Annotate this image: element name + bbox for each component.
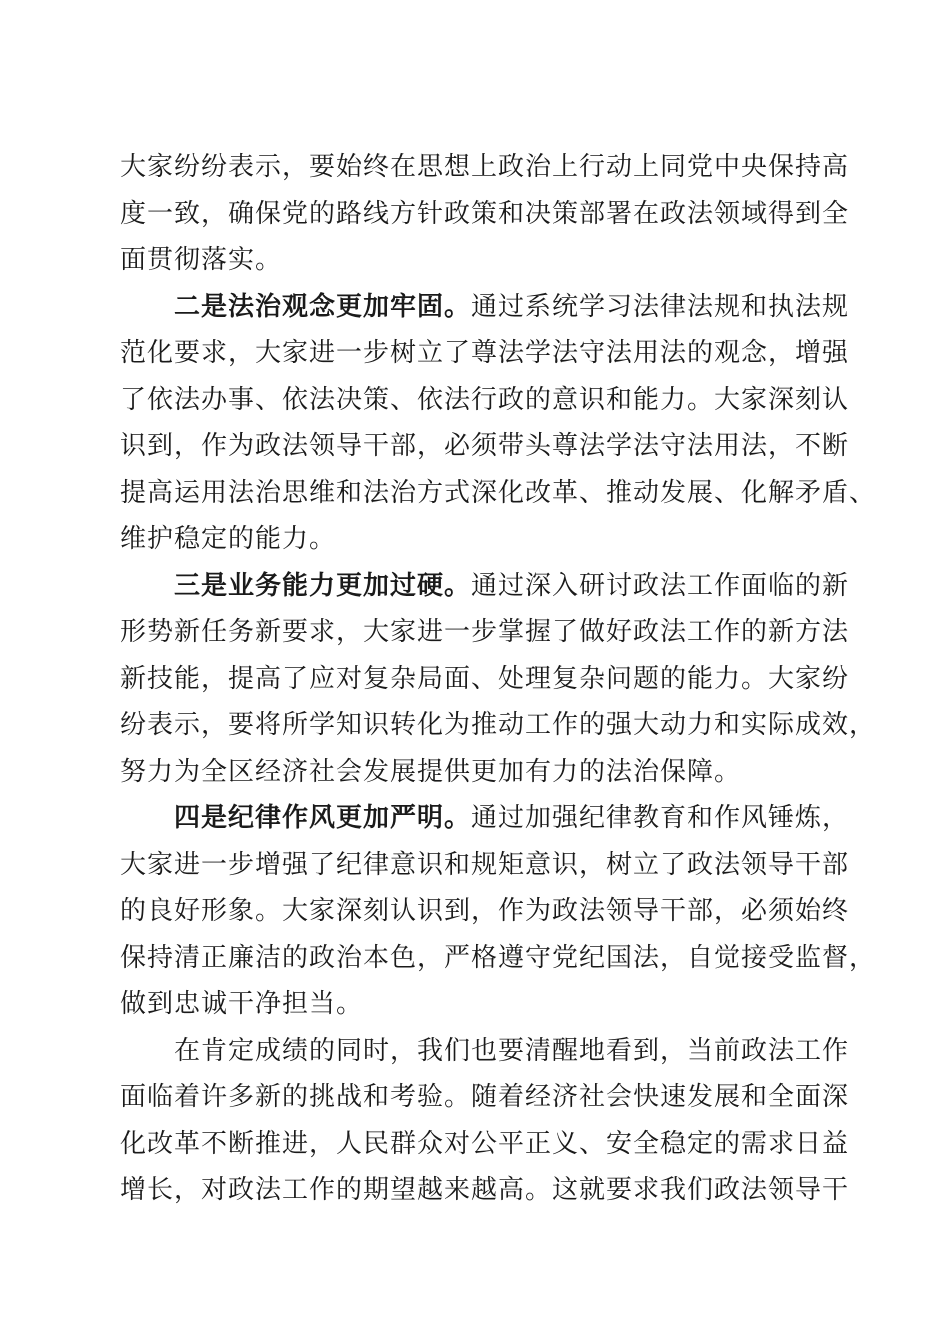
paragraph-4-line-2: 大家进一步增强了纪律意识和规矩意识，树立了政法领导干部	[120, 849, 850, 880]
paragraph-4-line-1-text: 通过加强纪律教育和作风锤炼，	[471, 803, 850, 833]
paragraph-3	[120, 563, 877, 796]
paragraph-3-line-3: 新技能，提高了应对复杂局面、处理复杂问题的能力。大家纷	[120, 663, 850, 694]
paragraph-5-line-2: 面临着许多新的挑战和考验。随着经济社会快速发展和全面深	[120, 1082, 850, 1112]
paragraph-1-line-2: 度一致，确保党的路线方针政策和决策部署在政法领域得到全	[120, 198, 850, 229]
paragraph-4	[120, 795, 877, 1028]
paragraph-1-line-1: 大家纷纷表示，要始终在思想上政治上行动上同党中央保持高	[120, 152, 850, 182]
paragraph-5-line-1	[120, 1028, 850, 1075]
paragraph-2-line-6: 维护稳定的能力。	[120, 524, 337, 554]
paragraph-4-line-5: 做到忠诚干净担当。	[120, 989, 364, 1019]
paragraph-5-line-3: 化改革不断推进，人民群众对公平正义、安全稳定的需求日益	[120, 1128, 850, 1159]
paragraph-5	[120, 1028, 850, 1214]
paragraph-2-line-2: 范化要求，大家进一步树立了尊法学法守法用法的观念，增强	[120, 338, 850, 368]
paragraph-3-line-1-text: 通过深入研讨政法工作面临的新	[471, 570, 850, 601]
paragraph-3-line-1	[120, 563, 850, 610]
paragraph-5-line-4: 增长，对政法工作的期望越来越高。这就要求我们政法领导干	[120, 1175, 850, 1205]
paragraph-5-line-1-text: 在肯定成绩的同时，我们也要清醒地看到，当前政法工作	[174, 1035, 850, 1066]
paragraph-1	[120, 144, 850, 284]
paragraph-4-lead: 四是纪律作风更加严明。	[174, 803, 472, 833]
paragraph-3-line-5: 努力为全区经济社会发展提供更加有力的法治保障。	[120, 756, 742, 787]
paragraph-3-line-4: 纷表示，要将所学知识转化为推动工作的强大动力和实际成效，	[120, 710, 877, 740]
paragraph-1-line-3: 面贯彻落实。	[120, 245, 283, 275]
paragraph-4-line-1	[120, 795, 850, 842]
paragraph-3-line-2: 形势新任务新要求，大家进一步掌握了做好政法工作的新方法	[120, 617, 850, 647]
paragraph-2	[120, 284, 877, 563]
paragraph-2-lead: 二是法治观念更加牢固。	[174, 291, 472, 322]
paragraph-3-lead: 三是业务能力更加过硬。	[174, 570, 472, 601]
paragraph-2-line-5: 提高运用法治思维和法治方式深化改革、推动发展、化解矛盾、	[120, 477, 877, 508]
paragraph-2-line-3: 了依法办事、依法决策、依法行政的意识和能力。大家深刻认	[120, 384, 850, 415]
paragraph-2-line-4: 识到，作为政法领导干部，必须带头尊法学法守法用法，不断	[120, 431, 850, 461]
paragraph-4-line-3: 的良好形象。大家深刻认识到，作为政法领导干部，必须始终	[120, 896, 850, 926]
paragraph-2-line-1	[120, 284, 850, 331]
paragraph-4-line-4: 保持清正廉洁的政治本色，严格遵守党纪国法，自觉接受监督，	[120, 942, 877, 973]
document-body	[120, 144, 877, 1214]
paragraph-2-line-1-text: 通过系统学习法律法规和执法规	[471, 291, 850, 322]
